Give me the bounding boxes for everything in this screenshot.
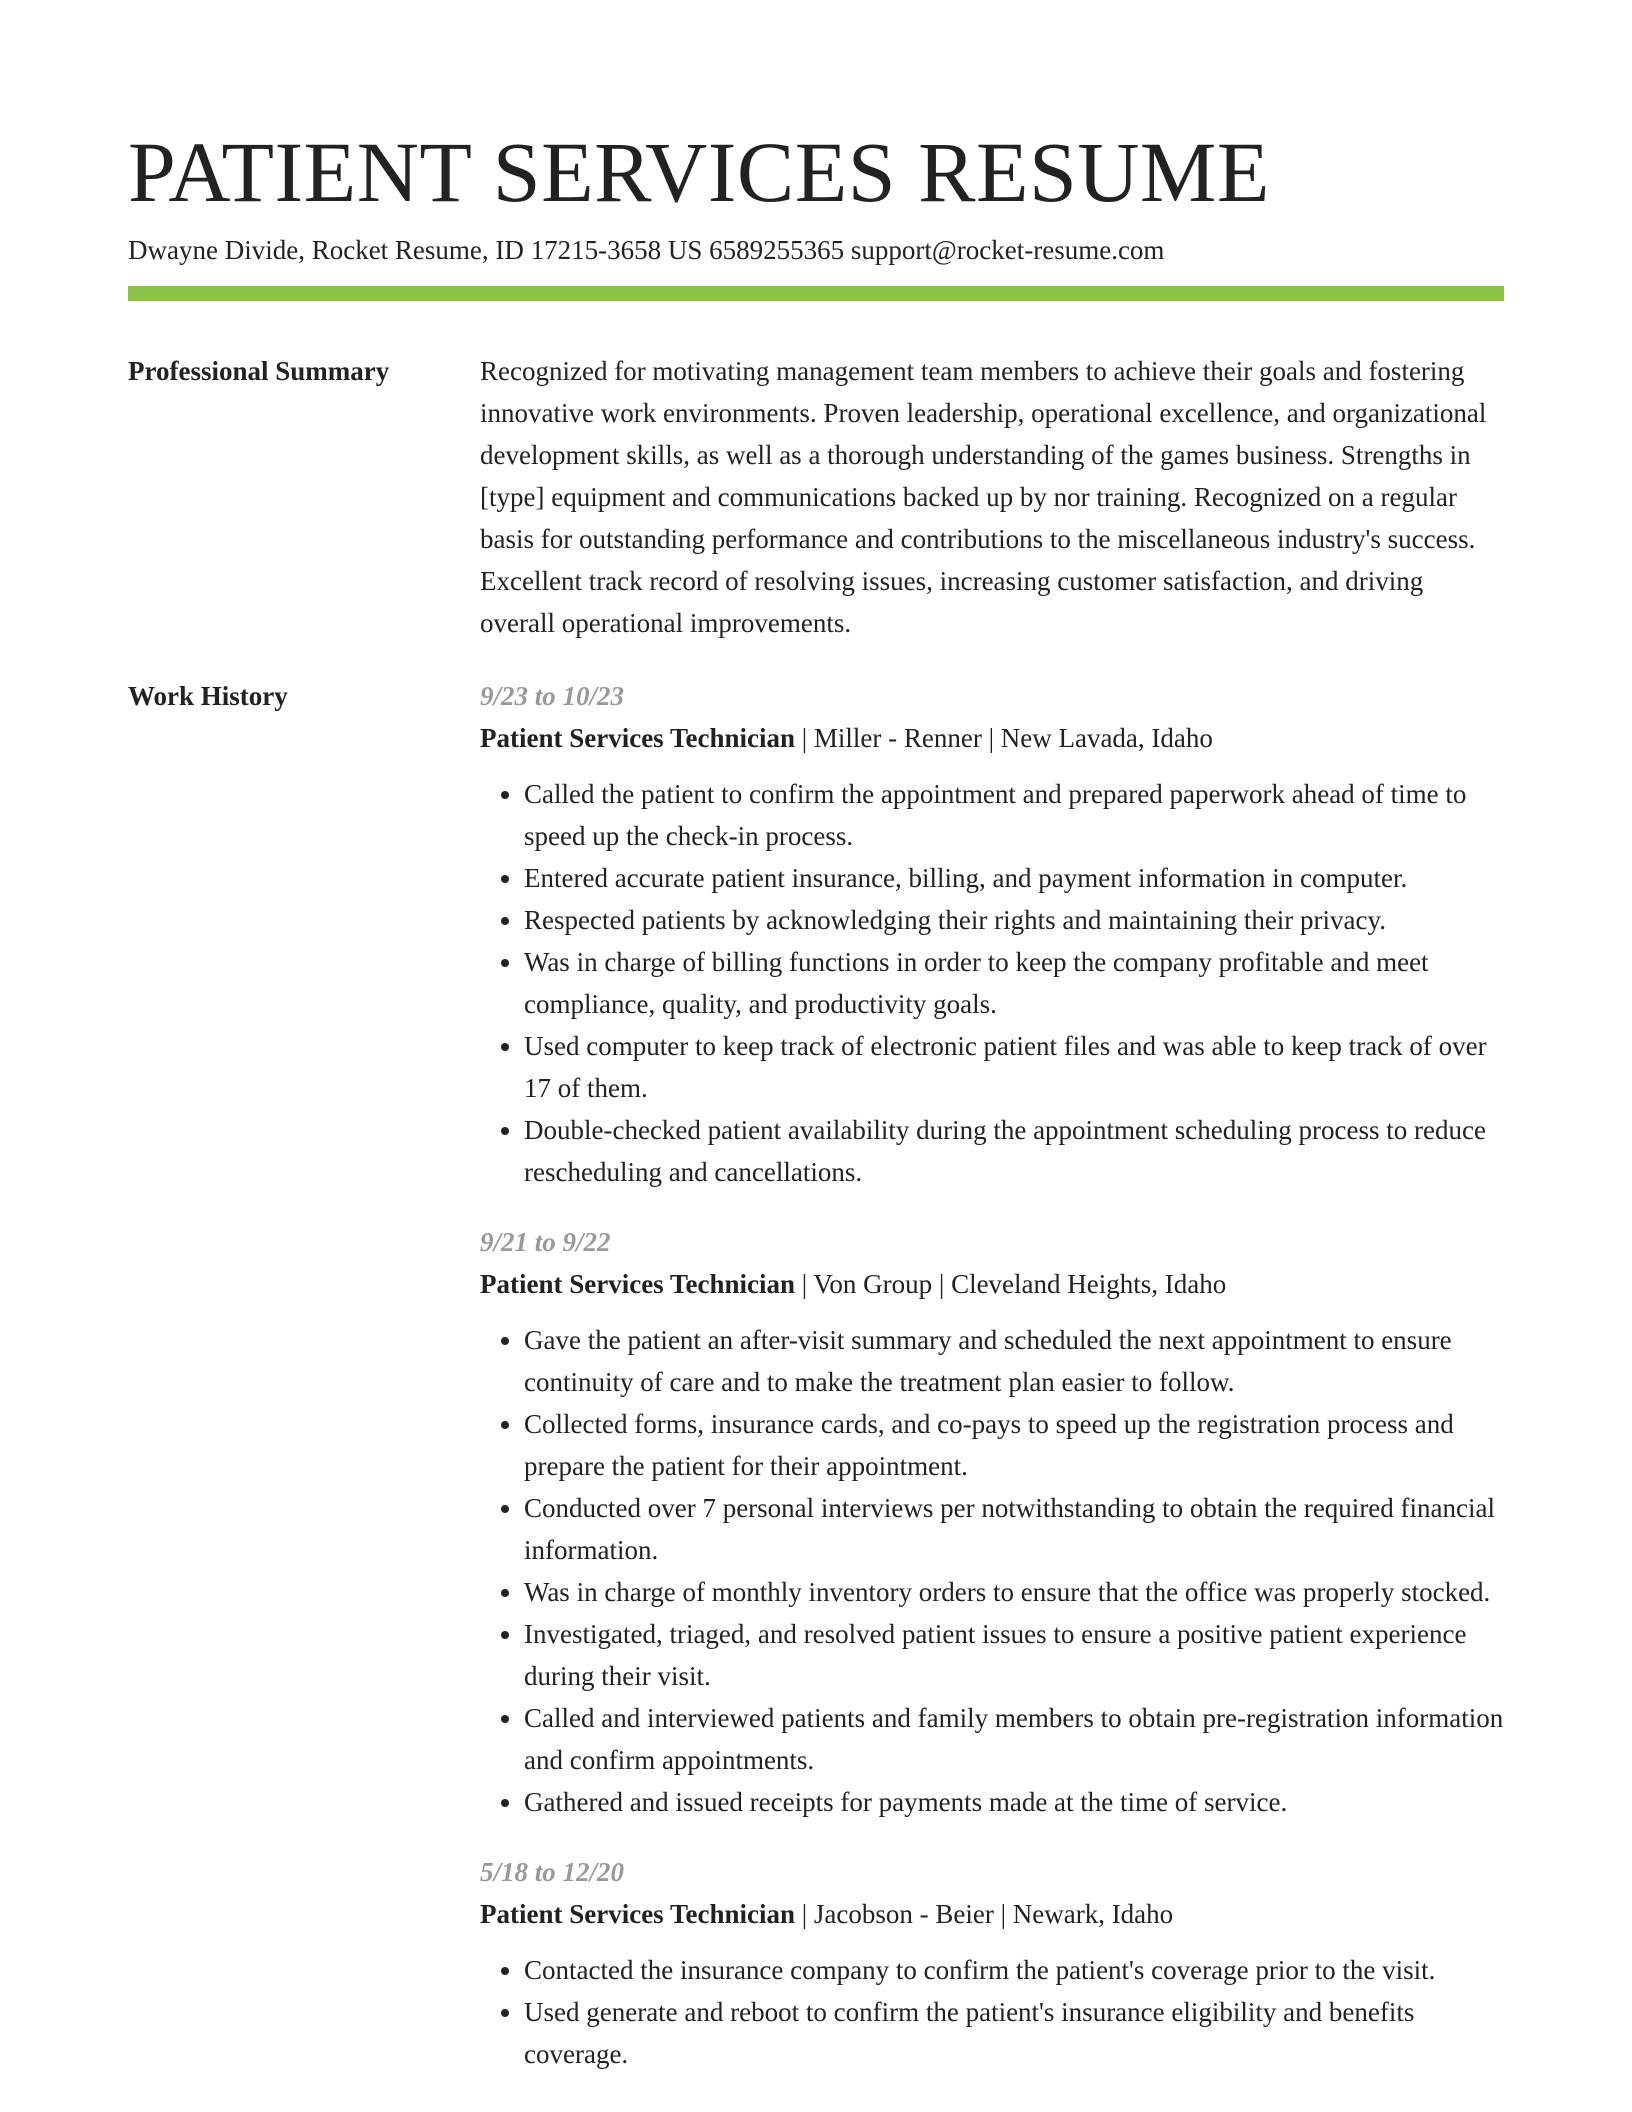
list-item: • Called and interviewed patients and family members to obtain pre-registration information and confirm appointments. bbox=[524, 1697, 1504, 1781]
summary-text: Recognized for motivating management team members to achieve their goals and fostering innovative work environments. Proven leadership, operational excellence, and organizational development skills, as well as a thorough understanding of the games business. Strengths in [type] equipment and communications backed up by nor training. Recognized on a regular basis for outstanding performance and contributions to the miscellaneous industry's success. Excellent track record of resolving issues, increasing customer satisfaction, and driving overall operational improvements. bbox=[480, 356, 1487, 638]
list-item: • Collected forms, insurance cards, and co-pays to speed up the registration process and prepare the patient for their appointment. bbox=[524, 1403, 1504, 1487]
work-history-label: Work History bbox=[128, 681, 288, 711]
list-item: • Gathered and issued receipts for payments made at the time of service. bbox=[524, 1781, 1504, 1823]
list-item: • Used computer to keep track of electronic patient files and was able to keep track of over 17 of them. bbox=[524, 1025, 1504, 1109]
job-entry bbox=[480, 675, 1504, 1193]
job-dates: 9/21 to 9/22 bbox=[480, 1227, 611, 1257]
list-item: • Respected patients by acknowledging their rights and maintaining their privacy. bbox=[524, 899, 1504, 941]
job-bullet-list bbox=[480, 1949, 1504, 2075]
list-item: • Gave the patient an after-visit summary and scheduled the next appointment to ensure continuity of care and to make the treatment plan easier to follow. bbox=[524, 1319, 1504, 1403]
job-title: Patient Services Technician bbox=[480, 1269, 795, 1299]
job-employer-location: | Jacobson - Beier | Newark, Idaho bbox=[794, 1899, 1174, 1929]
job-heading bbox=[480, 1893, 1504, 1935]
job-entry bbox=[480, 1851, 1504, 2075]
list-item: • Used generate and reboot to confirm the patient's insurance eligibility and benefits coverage. bbox=[524, 1991, 1504, 2075]
job-dates: 5/18 to 12/20 bbox=[480, 1857, 625, 1887]
list-item: • Was in charge of monthly inventory orders to ensure that the office was properly stocked. bbox=[524, 1571, 1504, 1613]
page-title: PATIENT SERVICES RESUME bbox=[128, 124, 1270, 220]
job-bullet-list bbox=[480, 773, 1504, 1193]
job-employer-location: | Von Group | Cleveland Heights, Idaho bbox=[794, 1269, 1227, 1299]
accent-divider bbox=[128, 286, 1504, 301]
list-item: • Entered accurate patient insurance, billing, and payment information in computer. bbox=[524, 857, 1504, 899]
list-item: • Investigated, triaged, and resolved patient issues to ensure a positive patient experience during their visit. bbox=[524, 1613, 1504, 1697]
contact-line: Dwayne Divide, Rocket Resume, ID 17215-3658 US 6589255365 support@rocket-resume.com bbox=[128, 235, 1165, 265]
summary-label: Professional Summary bbox=[128, 356, 390, 386]
job-title: Patient Services Technician bbox=[480, 1899, 795, 1929]
job-bullet-list bbox=[480, 1319, 1504, 1823]
job-heading bbox=[480, 1263, 1504, 1305]
list-item: • Double-checked patient availability during the appointment scheduling process to reduce rescheduling and cancellations. bbox=[524, 1109, 1504, 1193]
job-employer-location: | Miller - Renner | New Lavada, Idaho bbox=[794, 723, 1213, 753]
list-item: • Was in charge of billing functions in order to keep the company profitable and meet compliance, quality, and productivity goals. bbox=[524, 941, 1504, 1025]
summary-section bbox=[480, 350, 1504, 644]
job-title: Patient Services Technician bbox=[480, 723, 795, 753]
list-item: • Contacted the insurance company to confirm the patient's coverage prior to the visit. bbox=[524, 1949, 1504, 1991]
job-dates: 9/23 to 10/23 bbox=[480, 681, 625, 711]
list-item: • Called the patient to confirm the appointment and prepared paperwork ahead of time to speed up the check-in process. bbox=[524, 773, 1504, 857]
list-item: • Conducted over 7 personal interviews per notwithstanding to obtain the required financial information. bbox=[524, 1487, 1504, 1571]
job-heading bbox=[480, 717, 1504, 759]
job-entry bbox=[480, 1221, 1504, 1823]
work-history-section bbox=[480, 675, 1504, 2103]
